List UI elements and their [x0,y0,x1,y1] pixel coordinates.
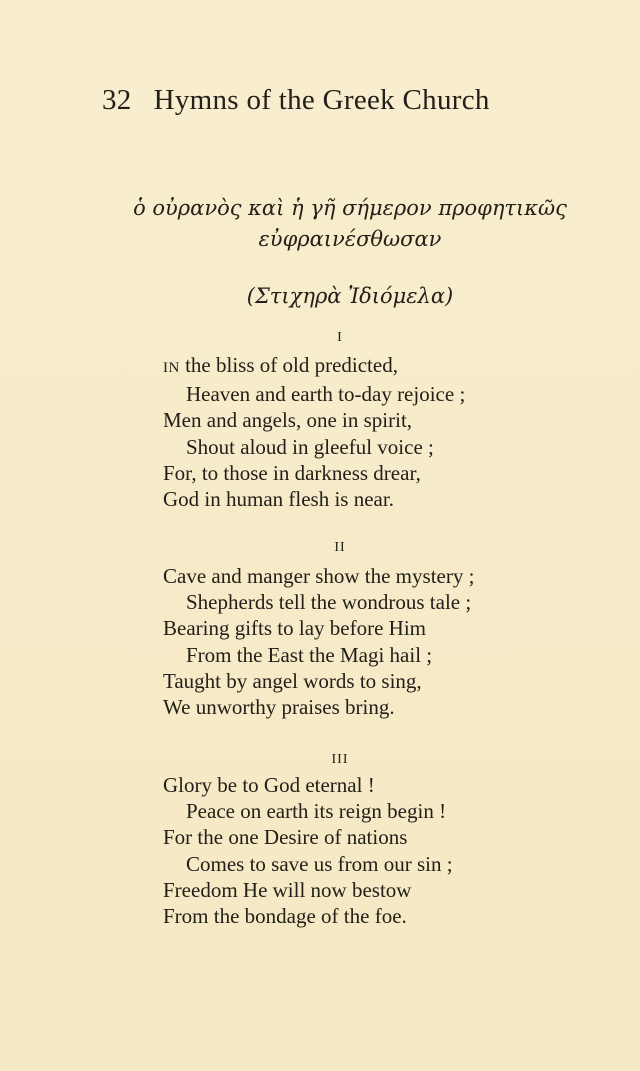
stanza-1-line-4: Shout aloud in gleeful voice ; [186,434,434,459]
stanza-3-line-3: For the one Desire of nations [163,825,408,850]
stanza-numeral-1: I [337,330,343,345]
stanza-3 [163,772,453,929]
stanza-2-line-6: We unworthy praises bring. [163,695,395,720]
stanza-3-line-5: Freedom He will now bestow [163,877,412,902]
stanza-2-line-2: Shepherds tell the wondrous tale ; [186,590,472,615]
stanza-1 [163,352,465,512]
stanza-numeral-2: II [334,540,346,555]
stanza-2-line-4: From the East the Magi hail ; [186,642,433,667]
page-number: 32 [102,84,132,116]
stanza-1-line-2: Heaven and earth to-day rejoice ; [186,382,466,407]
greek-heading-line-2: εὐφραινέσθωσαν [258,227,442,251]
stanza-2-line-5: Taught by angel words to sing, [163,668,422,693]
stanza-3-line-6: From the bondage of the foe. [163,904,407,929]
stanza-1-line-3: Men and angels, one in spirit, [163,408,413,433]
greek-subtitle: (Στιχηρὰ Ἰδιόμελα) [246,284,454,308]
stanza-3-line-4: Comes to save us from our sin ; [186,851,453,876]
greek-heading-line-1: ὁ οὐρανὸς καὶ ἡ γῆ σήμερον προφητικῶς [133,196,567,220]
running-head [102,84,490,117]
stanza-1-line-1: IN the bliss of old predicted, [163,353,398,377]
stanza-2-line-3: Bearing gifts to lay before Him [163,616,427,641]
stanza-2-line-1: Cave and manger show the mystery ; [163,564,475,588]
stanza-3-line-1: Glory be to God eternal ! [163,773,375,797]
stanza-2 [163,563,474,720]
running-title: Hymns of the Greek Church [153,84,490,116]
stanza-3-line-2: Peace on earth its reign begin ! [186,799,447,824]
stanza-1-line-6: God in human flesh is near. [163,487,394,512]
stanza-numeral-3: III [331,752,349,767]
stanza-1-line-5: For, to those in darkness drear, [163,460,421,485]
